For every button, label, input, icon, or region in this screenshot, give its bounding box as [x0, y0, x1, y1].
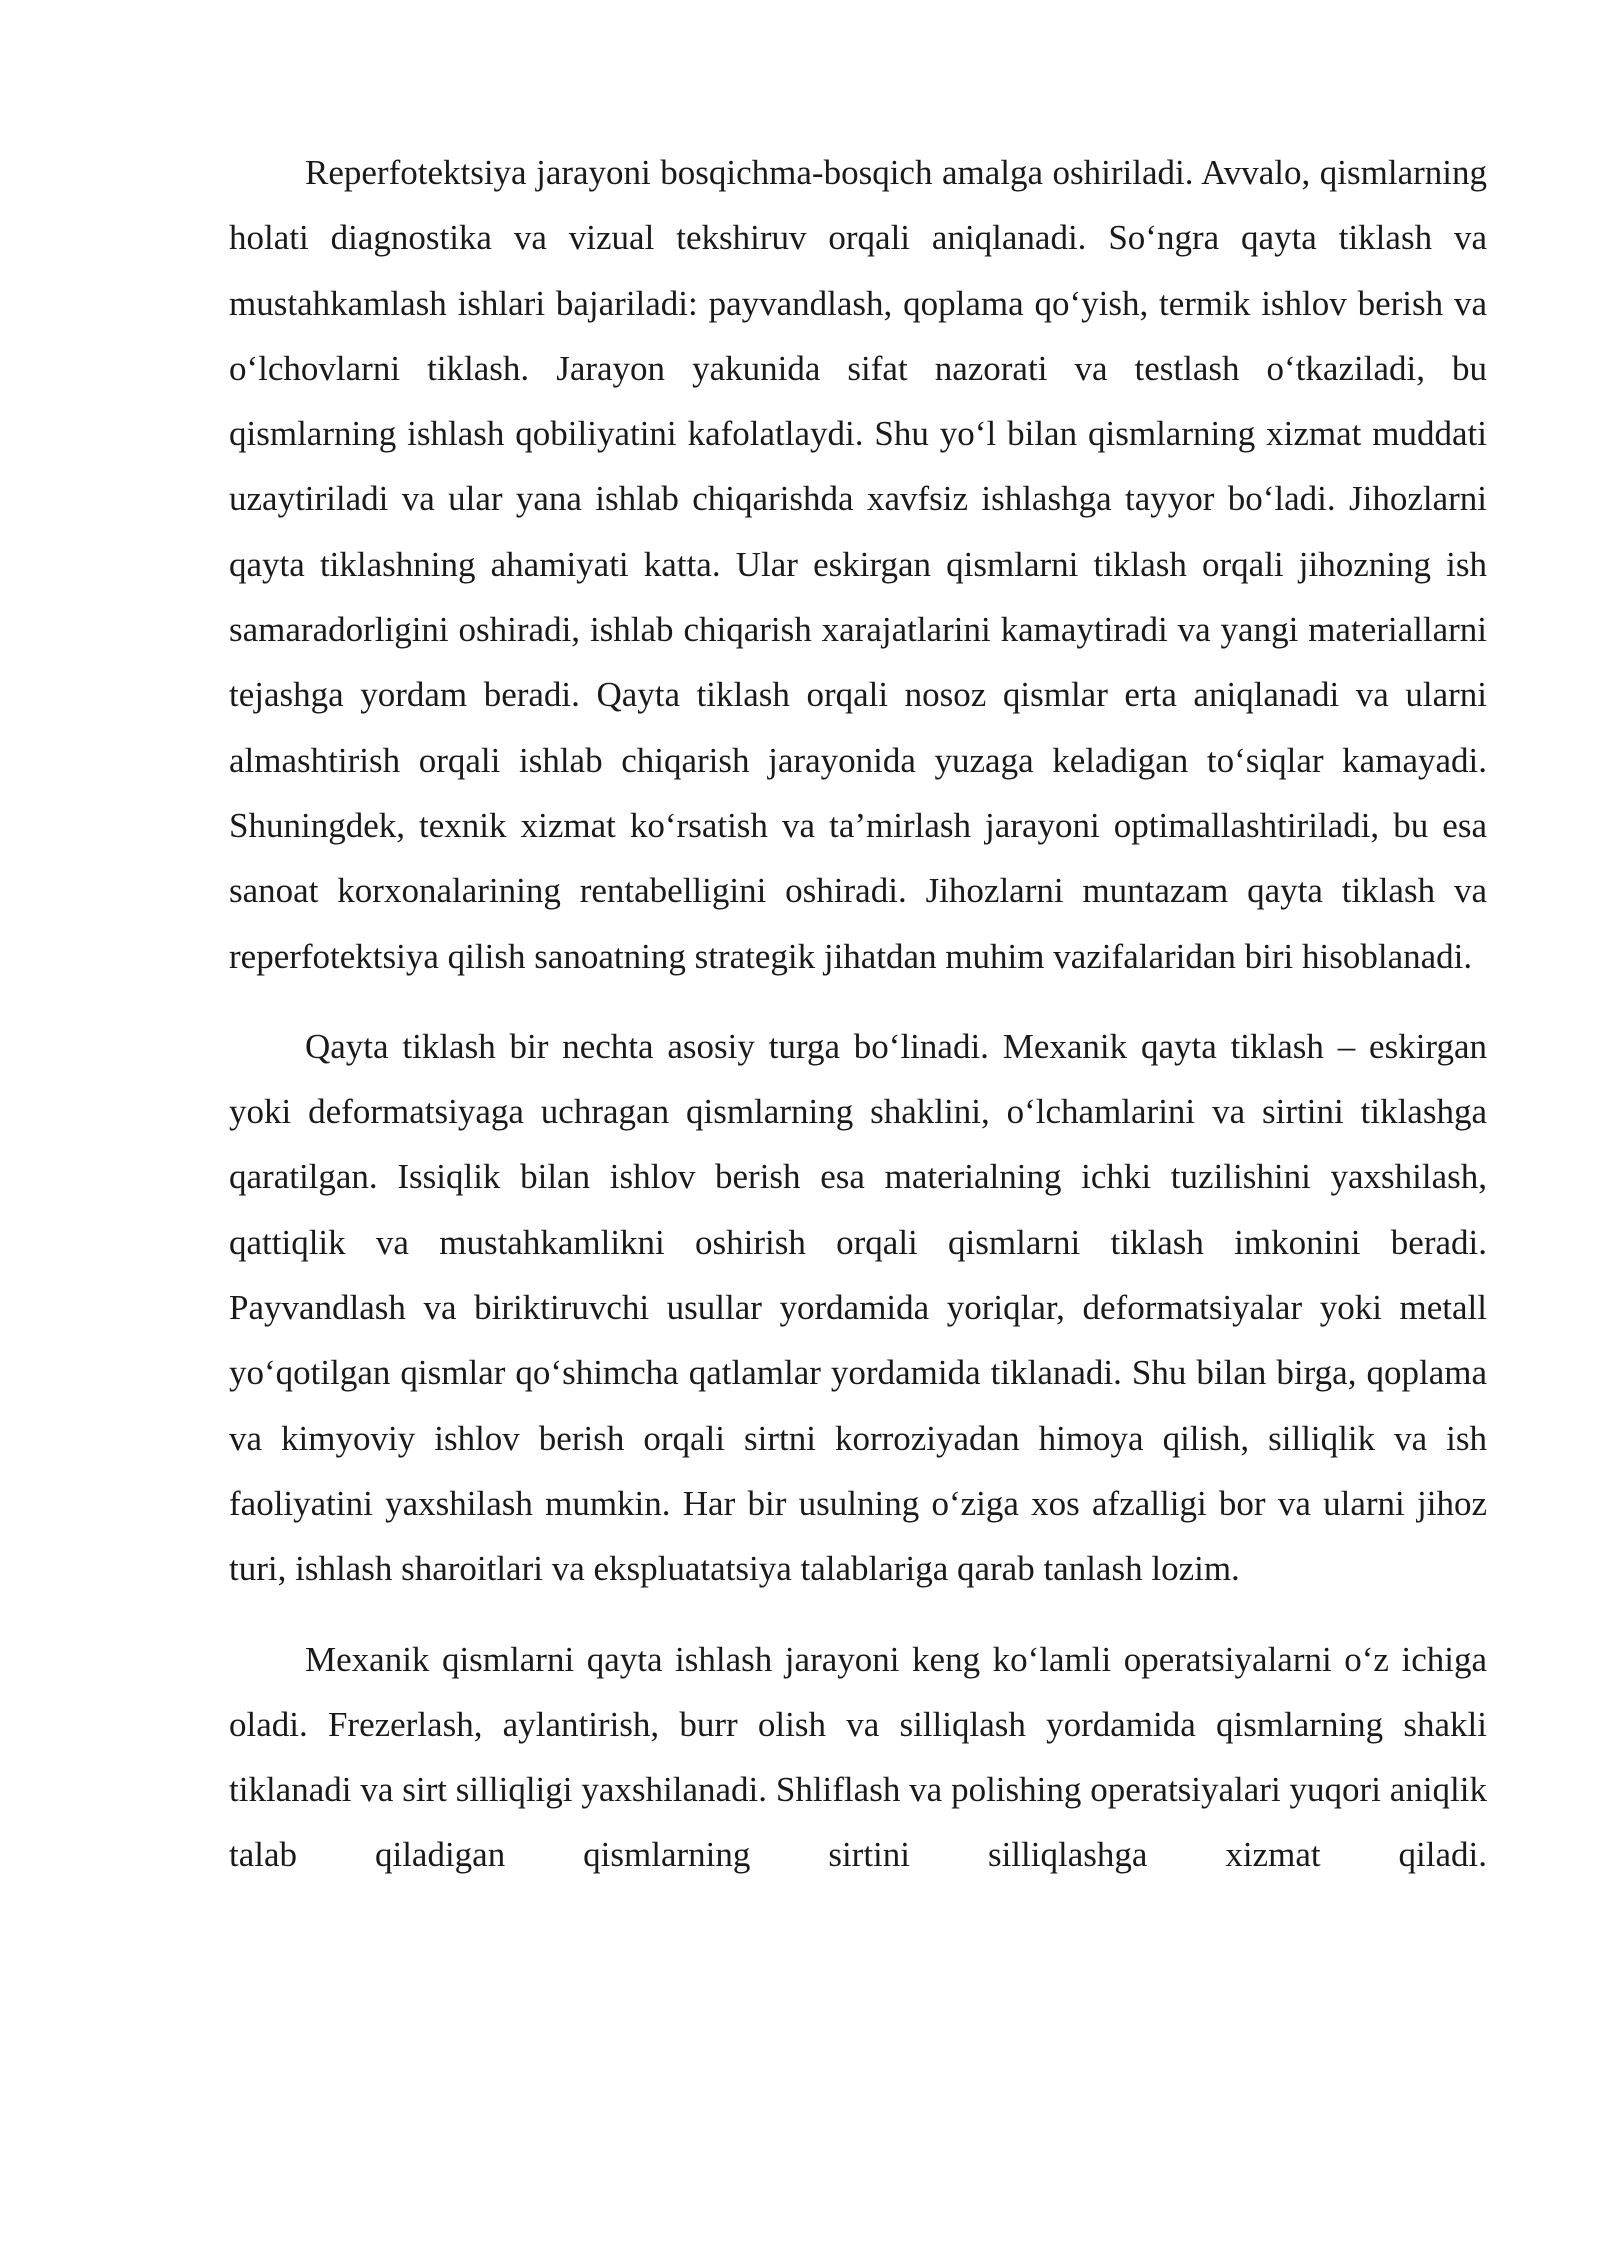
- paragraph-reperfotektsiya-process: Reperfotektsiya jarayoni bosqichma-bosqich amalga oshiriladi. Avvalo, qismlarning holati diagnostika va vizual tekshiruv orqali aniqlanadi. So‘ngra qayta tiklash va mustahkamlash ishlari bajariladi: payvandlash, qoplama qo‘yish, termik ishlov berish va o‘lchovlarni tiklash. Jarayon yakunida sifat nazorati va testlash o‘tkaziladi, bu qismlarning ishlash qobiliyatini kafolatlaydi. Shu yo‘l bilan qismlarning xizmat muddati uzaytiriladi va ular yana ishlab chiqarishda xavfsiz ishlashga tayyor bo‘ladi. Jihozlarni qayta tiklashning ahamiyati katta. Ular eskirgan qismlarni tiklash orqali jihozning ish samaradorligini oshiradi, ishlab chiqarish xarajatlarini kamaytiradi va yangi materiallarni tejashga yordam beradi. Qayta tiklash orqali nosoz qismlar erta aniqlanadi va ularni almashtirish orqali ishlab chiqarish jarayonida yuzaga keladigan to‘siqlar kamayadi. Shuningdek, texnik xizmat ko‘rsatish va ta’mirlash jarayoni optimallashtiriladi, bu esa sanoat korxonalarining rentabelligini oshiradi. Jihozlarni muntazam qayta tiklash va reperfotektsiya qilish sanoatning strategik jihatdan muhim vazifalaridan biri hisoblanadi.: [229, 153, 1487, 976]
- paragraph-restoration-types: Qayta tiklash bir nechta asosiy turga bo‘linadi. Mexanik qayta tiklash – eskirgan yoki deformatsiyaga uchragan qismlarning shaklini, o‘lchamlarini va sirtini tiklashga qaratilgan. Issiqlik bilan ishlov berish esa materialning ichki tuzilishini yaxshilash, qattiqlik va mustahkamlikni oshirish orqali qismlarni tiklash imkonini beradi. Payvandlash va biriktiruvchi usullar yordamida yoriqlar, deformatsiyalar yoki metall yo‘qotilgan qismlar qo‘shimcha qatlamlar yordamida tiklanadi. Shu bilan birga, qoplama va kimyoviy ishlov berish orqali sirtni korroziyadan himoya qilish, silliqlik va ish faoliyatini yaxshilash mumkin. Har bir usulning o‘ziga xos afzalligi bor va ularni jihoz turi, ishlash sharoitlari va ekspluatatsiya talablariga qarab tanlash lozim.: [229, 1026, 1487, 1589]
- document-body: [229, 140, 1487, 1888]
- paragraph-mechanical-processing: Mexanik qismlarni qayta ishlash jarayoni keng ko‘lamli operatsiyalarni o‘z ichiga oladi. Frezerlash, aylantirish, burr olish va silliqlash yordamida qismlarning shakli tiklanadi va sirt silliqligi yaxshilanadi. Shliflash va polishing operatsiyalari yuqori aniqlik talab qiladigan qismlarning sirtini silliqlashga xizmat qiladi.: [229, 1639, 1487, 1875]
